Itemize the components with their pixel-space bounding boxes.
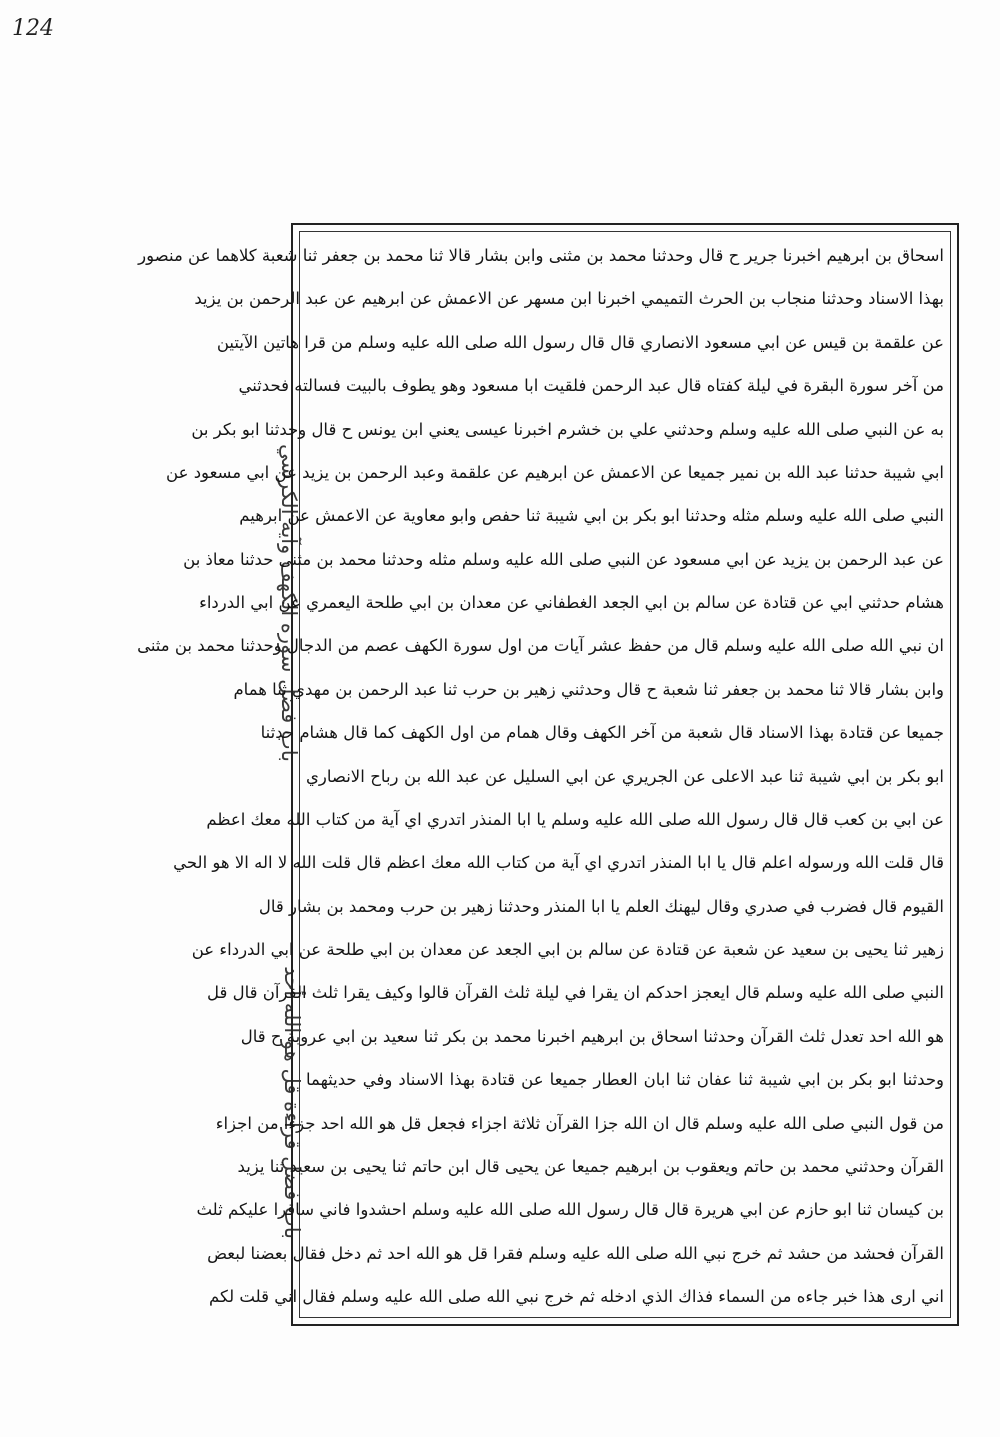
text-line: النبي صلى الله عليه وسلم قال ايعجز احدكم ان يقرا في ليلة ثلث القرآن قالوا وكيف يقرا ثلث القرآن قال قل [207, 983, 944, 1003]
text-line: به عن النبي صلى الله عليه وسلم وحدثني علي بن خشرم اخبرنا عيسى يعني ابن يونس ح قال وحدثنا ابو بكر بن [191, 419, 944, 439]
text-line: اسحاق بن ابرهيم اخبرنا جرير ح قال وحدثنا محمد بن مثنى وابن بشار قالا ثنا محمد بن جعفر ثنا شعبة كلاهما عن منصور [138, 246, 944, 265]
text-line: من آخر سورة البقرة في ليلة كفتاه قال عبد الرحمن فلقيت ابا مسعود وهو يطوف بالبيت فسالته فحدثني [238, 376, 944, 396]
text-line: هشام حدثني ابي عن قتادة عن سالم بن ابي الجعد الغطفاني عن معدان بن ابي طلحة اليعمري عن ابي الدرداء [199, 593, 944, 612]
text-line: عن علقمة بن قيس عن ابي مسعود الانصاري قال قال رسول الله صلى الله عليه وسلم من قرا هاتين الآيتين [216, 332, 944, 352]
text-line: جميعا عن قتادة بهذا الاسناد قال شعبة من آخر الكهف وقال همام من اول الكهف كما قال هشام حدثنا [260, 723, 944, 743]
text-line: وابن بشار قالا ثنا محمد بن جعفر ثنا شعبة ح قال وحدثني زهير بن حرب ثنا عبد الرحمن بن مهدي ثنا همام [233, 679, 944, 699]
text-line: ان نبي الله صلى الله عليه وسلم قال من حفظ عشر آيات من اول سورة الكهف عصم من الدجال وحدثنا محمد بن مثنى [137, 636, 944, 656]
text-line: ابي شيبة حدثنا عبد الله بن نمير جميعا عن الاعمش عن ابرهيم عن علقمة وعبد الرحمن بن يزيد عن ابي مسعود عن [166, 462, 944, 482]
text-line: اني ارى هذا خبر جاءه من السماء فذاك الذي ادخله ثم خرج نبي الله صلى الله عليه وسلم فقال اني قلت لكم [209, 1287, 944, 1306]
text-line: وحدثنا ابو بكر بن ابي شيبة ثنا عفان ثنا ابان العطار جميعا عن قتادة بهذا الاسناد وفي حديثهما [306, 1070, 944, 1090]
text-line: القيوم قال فضرب في صدري وقال ليهنك العلم يا ابا المنذر وحدثنا زهير بن حرب ومحمد بن بشار قال [258, 896, 944, 916]
text-line: عن ابي بن كعب قال قال رسول الله صلى الله عليه وسلم يا ابا المنذر اتدري اي آية من كتاب الله معك اعظم [206, 809, 944, 829]
margin-heading-ikhlas: باب فضل قراءة قل هو الله أحد [280, 966, 304, 1239]
text-line: النبي صلى الله عليه وسلم مثله وحدثنا ابو بكر بن ابي شيبة ثنا حفص وابو معاوية عن الاعمش عن ابرهيم [239, 506, 944, 526]
page-number: 124 [12, 16, 54, 41]
text-line: ابو بكر بن ابي شيبة ثنا عبد الاعلى عن الجريري عن ابي السليل عن عبد الله بن رباح الانصاري [306, 766, 944, 786]
text-line: من قول النبي صلى الله عليه وسلم قال ان الله جزا القرآن ثلاثة اجزاء فجعل قل هو الله احد جزءا من اجزاء [215, 1113, 944, 1133]
text-line: زهير ثنا يحيى بن سعيد عن شعبة عن قتادة عن سالم بن ابي الجعد عن معدان بن ابي طلحة عن ابي الدرداء عن [191, 940, 944, 959]
text-line: القرآن وحدثني محمد بن حاتم ويعقوب بن ابرهيم جميعا عن يحيى قال ابن حاتم ثنا يحيى بن سعيد ثنا يزيد [237, 1156, 944, 1176]
text-line: قال قلت الله ورسوله اعلم قال يا ابا المنذر اتدري اي آية من كتاب الله معك اعظم قال قلت الله لا اله الا هو الحي [173, 853, 944, 873]
text-line: هو الله احد تعدل ثلث القرآن وحدثنا اسحاق بن ابرهيم اخبرنا محمد بن بكر ثنا سعيد بن ابي عروبة ح قال [240, 1026, 944, 1046]
margin-heading-kahf: باب فضل سورة الكهف وآية الكرسي [277, 444, 301, 762]
text-line: بهذا الاسناد وحدثنا منجاب بن الحرث التميمي اخبرنا ابن مسهر عن الاعمش عن ابرهيم عن عبد الرحمن بن يزيد [194, 289, 944, 309]
text-line: بن كيسان ثنا ابو حازم عن ابي هريرة قال قال رسول الله صلى الله عليه وسلم احشدوا فاني ساقرا عليكم ثلث [196, 1200, 944, 1220]
text-line: عن عبد الرحمن بن يزيد عن ابي مسعود عن النبي صلى الله عليه وسلم مثله وحدثنا محمد بن مثنى حدثنا معاذ بن [183, 549, 944, 569]
text-line: القرآن فحشد من حشد ثم خرج نبي الله صلى الله عليه وسلم فقرا قل هو الله احد ثم دخل فقال بعضنا لبعض [207, 1243, 944, 1263]
